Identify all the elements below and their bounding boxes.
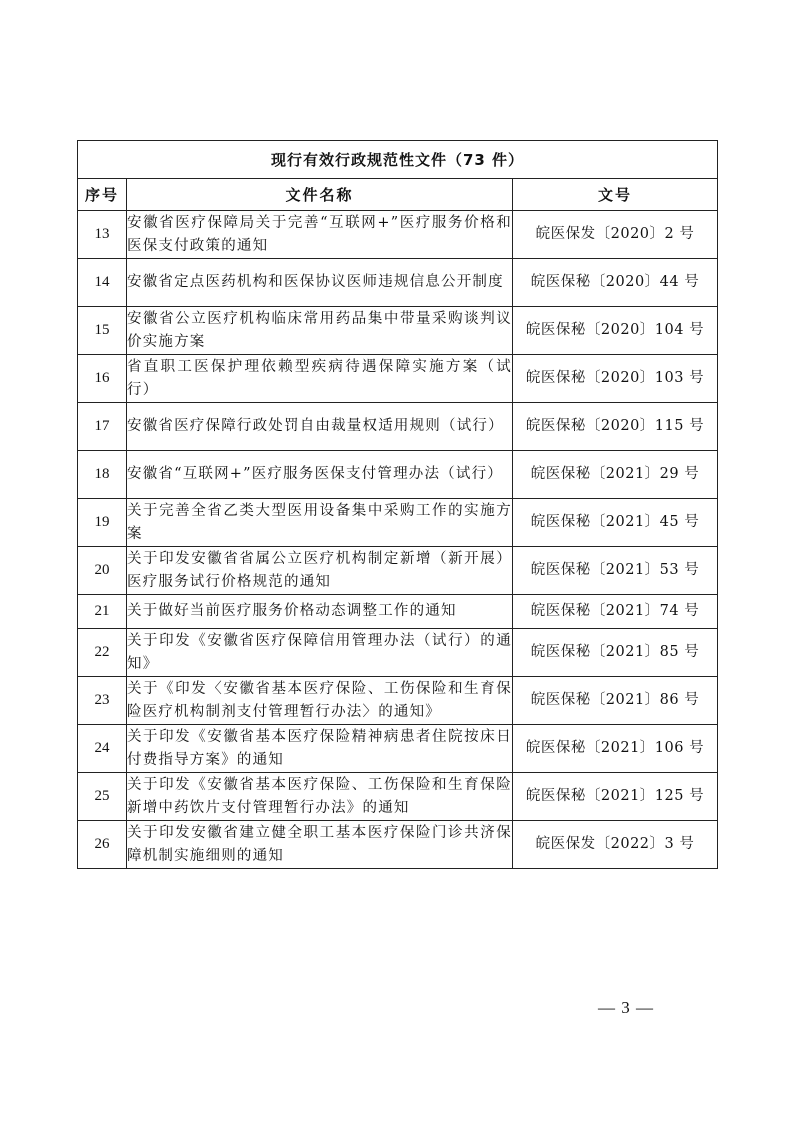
row-document-code: 皖医保秘〔2020〕115 号 xyxy=(513,403,718,451)
table-row xyxy=(78,595,718,629)
row-document-code: 皖医保秘〔2021〕53 号 xyxy=(513,547,718,595)
row-document-name: 省直职工医保护理依赖型疾病待遇保障实施方案（试行） xyxy=(127,355,513,403)
row-number: 24 xyxy=(78,725,127,773)
row-document-name: 关于完善全省乙类大型医用设备集中采购工作的实施方案 xyxy=(127,499,513,547)
row-number: 22 xyxy=(78,629,127,677)
row-document-name: 安徽省医疗保障局关于完善“互联网+”医疗服务价格和医保支付政策的通知 xyxy=(127,211,513,259)
table-row xyxy=(78,403,718,451)
table-row xyxy=(78,355,718,403)
row-document-name: 关于印发安徽省建立健全职工基本医疗保险门诊共济保障机制实施细则的通知 xyxy=(127,821,513,869)
row-number: 15 xyxy=(78,307,127,355)
row-document-name: 关于《印发〈安徽省基本医疗保险、工伤保险和生育保险医疗机构制剂支付管理暂行办法〉的通知》 xyxy=(127,677,513,725)
row-document-name: 安徽省医疗保障行政处罚自由裁量权适用规则（试行） xyxy=(127,403,513,451)
row-document-code: 皖医保秘〔2021〕106 号 xyxy=(513,725,718,773)
table-row xyxy=(78,773,718,821)
row-number: 16 xyxy=(78,355,127,403)
table-header-row xyxy=(78,179,718,211)
row-document-code: 皖医保发〔2020〕2 号 xyxy=(513,211,718,259)
table-row xyxy=(78,725,718,773)
row-document-code: 皖医保秘〔2021〕85 号 xyxy=(513,629,718,677)
row-document-code: 皖医保秘〔2020〕104 号 xyxy=(513,307,718,355)
row-number: 21 xyxy=(78,595,127,629)
row-document-name: 安徽省“互联网+”医疗服务医保支付管理办法（试行） xyxy=(127,451,513,499)
page-number: — 3 — xyxy=(598,998,654,1017)
table-row xyxy=(78,821,718,869)
row-document-name: 安徽省定点医药机构和医保协议医师违规信息公开制度 xyxy=(127,259,513,307)
row-document-code: 皖医保秘〔2021〕125 号 xyxy=(513,773,718,821)
row-number: 19 xyxy=(78,499,127,547)
table-row xyxy=(78,211,718,259)
table-row xyxy=(78,307,718,355)
table-row xyxy=(78,677,718,725)
row-number: 14 xyxy=(78,259,127,307)
row-document-name: 安徽省公立医疗机构临床常用药品集中带量采购谈判议价实施方案 xyxy=(127,307,513,355)
row-document-code: 皖医保秘〔2021〕45 号 xyxy=(513,499,718,547)
header-document-code: 文号 xyxy=(513,179,718,211)
row-document-name: 关于印发《安徽省基本医疗保险精神病患者住院按床日付费指导方案》的通知 xyxy=(127,725,513,773)
table-title: 现行有效行政规范性文件（73 件） xyxy=(78,141,718,179)
row-document-code: 皖医保秘〔2021〕29 号 xyxy=(513,451,718,499)
header-document-name: 文件名称 xyxy=(127,179,513,211)
row-document-name: 关于印发《安徽省医疗保障信用管理办法（试行）的通知》 xyxy=(127,629,513,677)
row-document-name: 关于印发《安徽省基本医疗保险、工伤保险和生育保险新增中药饮片支付管理暂行办法》的通知 xyxy=(127,773,513,821)
row-document-code: 皖医保发〔2022〕3 号 xyxy=(513,821,718,869)
header-number: 序号 xyxy=(78,179,127,211)
regulation-table xyxy=(77,140,718,869)
row-document-code: 皖医保秘〔2020〕44 号 xyxy=(513,259,718,307)
row-document-name: 关于印发安徽省省属公立医疗机构制定新增（新开展）医疗服务试行价格规范的通知 xyxy=(127,547,513,595)
row-number: 26 xyxy=(78,821,127,869)
row-number: 25 xyxy=(78,773,127,821)
table-title-row xyxy=(78,141,718,179)
table-row xyxy=(78,547,718,595)
row-number: 13 xyxy=(78,211,127,259)
table-row xyxy=(78,499,718,547)
table-row xyxy=(78,451,718,499)
row-document-code: 皖医保秘〔2021〕74 号 xyxy=(513,595,718,629)
table-row xyxy=(78,629,718,677)
row-document-code: 皖医保秘〔2020〕103 号 xyxy=(513,355,718,403)
row-number: 18 xyxy=(78,451,127,499)
row-number: 23 xyxy=(78,677,127,725)
row-document-code: 皖医保秘〔2021〕86 号 xyxy=(513,677,718,725)
row-number: 17 xyxy=(78,403,127,451)
row-document-name: 关于做好当前医疗服务价格动态调整工作的通知 xyxy=(127,595,513,629)
table-row xyxy=(78,259,718,307)
row-number: 20 xyxy=(78,547,127,595)
